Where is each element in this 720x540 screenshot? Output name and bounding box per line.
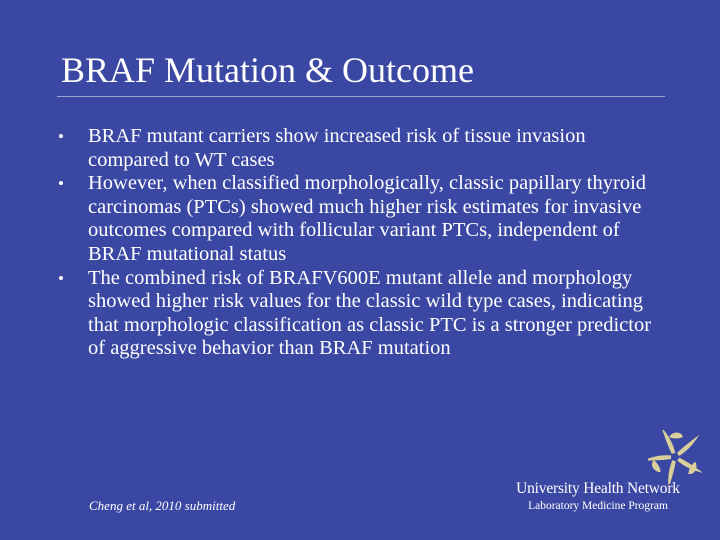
swirl-blade <box>648 444 673 474</box>
bullet-item <box>58 125 668 172</box>
bullet-text: However, when classified morphologically, classic papillary thyroid carcinomas (PTCs) showed much higher risk estimates for invasive outcomes compared with follicular variant PTCs, independent of BRAF mutational status <box>88 172 647 265</box>
swirl-leaf <box>669 433 683 439</box>
bullet-item <box>58 267 668 361</box>
bullet-text: The combined risk of BRAFV600E mutant allele and morphology showed higher risk values for the classic wild type cases, indicating that morphologic classification as classic PTC is a stronger predictor of aggressive behavior than BRAF mutation <box>88 266 652 360</box>
swirl-blade <box>677 452 702 479</box>
bullet-text: BRAF mutant carriers show increased risk of tissue invasion compared to WT cases <box>88 125 586 171</box>
bullet-marker: • <box>58 174 64 194</box>
uhn-swirl-icon <box>648 430 702 484</box>
bullet-item <box>58 172 668 266</box>
swirl-blade <box>677 435 699 456</box>
slide-title: BRAF Mutation & Outcome <box>61 50 474 90</box>
organization-name: University Health Network <box>516 480 680 497</box>
title-divider <box>57 96 665 97</box>
citation: Cheng et al, 2010 submitted <box>89 498 236 513</box>
swirl-leaf <box>650 459 662 474</box>
bullet-marker: • <box>58 268 64 288</box>
bullet-list <box>58 125 668 361</box>
department-name: Laboratory Medicine Program <box>528 500 668 512</box>
bullet-marker: • <box>58 127 64 146</box>
